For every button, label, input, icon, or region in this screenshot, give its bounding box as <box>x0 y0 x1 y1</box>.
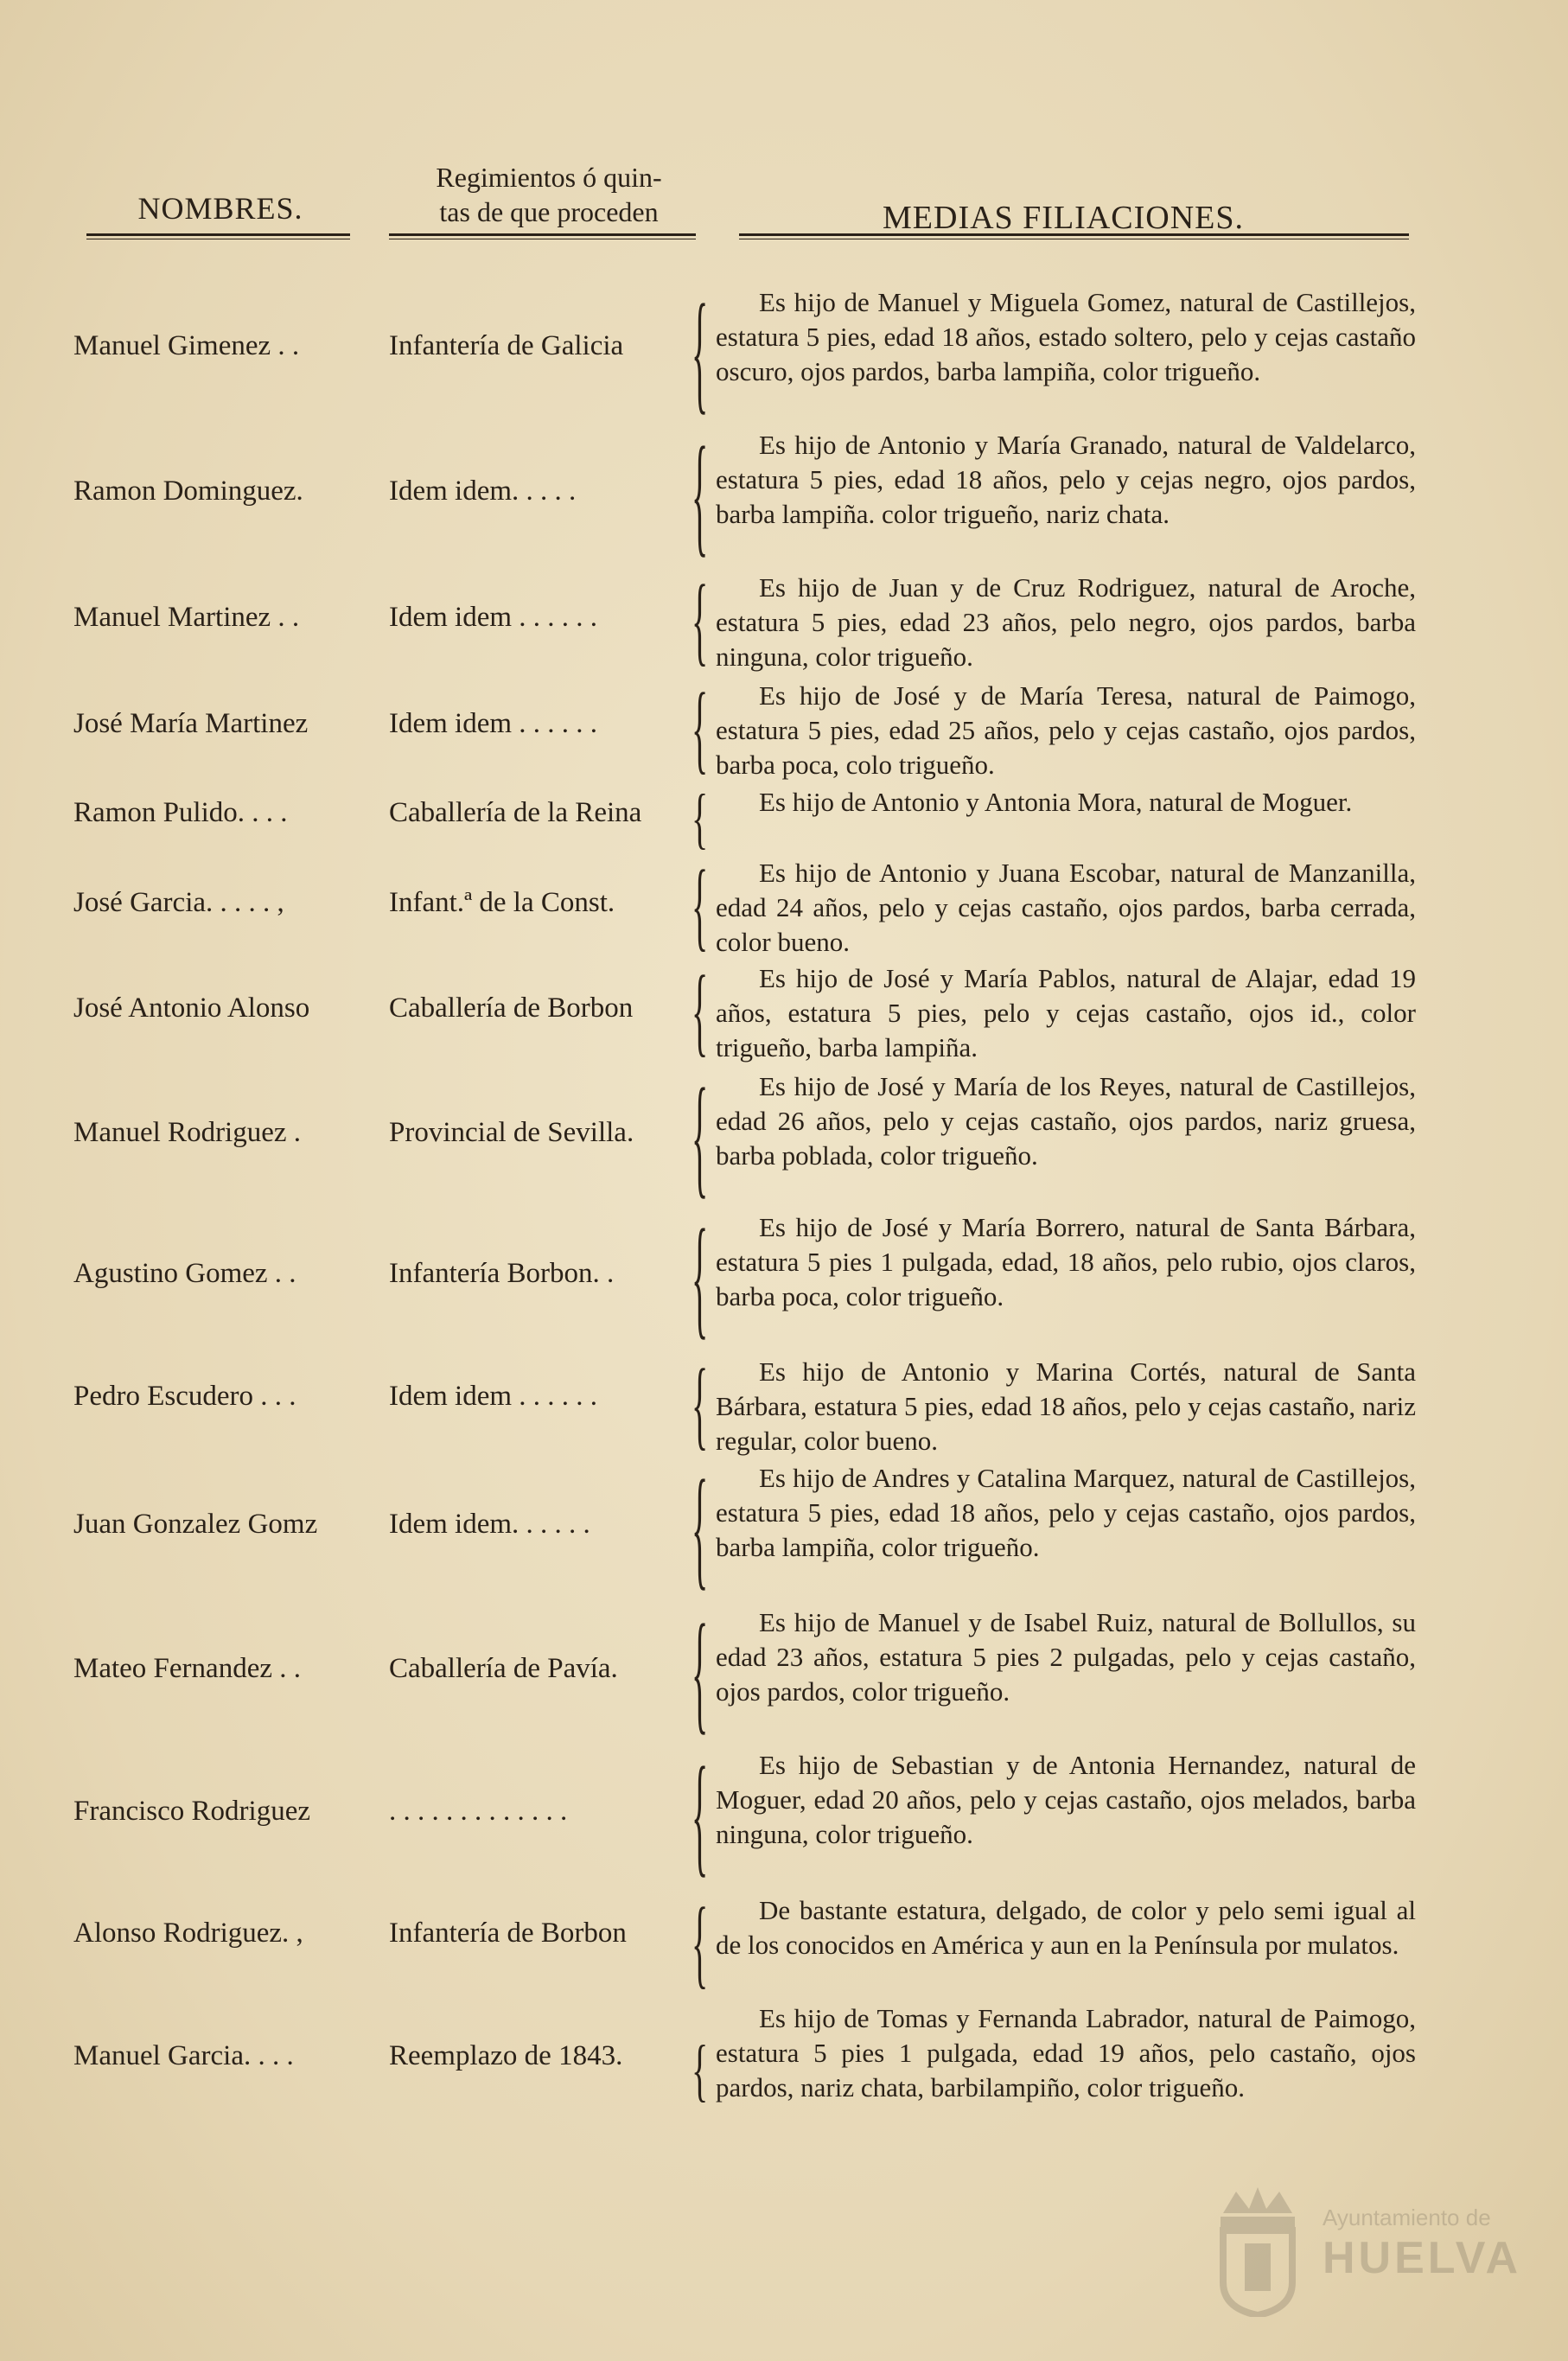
header-rule-regiments <box>389 233 696 239</box>
header-regiments-line1: Regimientos ó quin- <box>436 162 662 193</box>
entry-name: José Antonio Alonso <box>73 992 310 1024</box>
header-regiments <box>393 160 704 229</box>
entry-description: Es hijo de Antonio y María Granado, natural de Valdelarco, estatura 5 pies, edad 18 años, pelo y cejas negro, ojos pardos, barba lampiña. color trigueño, nariz chata. <box>716 430 1416 529</box>
entry-description: Es hijo de José y María Borrero, natural de Santa Bárbara, estatura 5 pies 1 pulgada, edad, 18 años, pelo rubio, ojos claros, barba poca, color trigueño. <box>716 1212 1416 1311</box>
header-rule-names <box>86 233 350 239</box>
entry-description: Es hijo de José y María Pablos, natural de Alajar, edad 19 años, estatura 5 pies, pelo y cejas castaño, ojos id., color trigueño, barba lampiña. <box>716 963 1416 1062</box>
brace-icon: { <box>692 1347 709 1460</box>
brace-icon: { <box>692 418 709 570</box>
entry-name: Mateo Fernandez . . <box>73 1653 301 1684</box>
brace-icon: { <box>692 671 709 784</box>
crown-shield-icon <box>1210 2187 1305 2317</box>
entry-description: Es hijo de Antonio y Marina Cortés, natural de Santa Bárbara, estatura 5 pies, edad 18 años, pelo y cejas castaño, nariz regular, color bueno. <box>716 1356 1416 1456</box>
entry-regiment: Infantería de Galicia <box>389 330 624 361</box>
entry-description: Es hijo de José y de María Teresa, natural de Paimogo, estatura 5 pies, edad 25 años, pelo y cejas castaño, ojos pardos, barba poca, colo trigueño. <box>716 680 1416 780</box>
header-filiations: MEDIAS FILIACIONES. <box>883 200 1244 236</box>
entry-description: Es hijo de José y María de los Reyes, natural de Castillejos, edad 26 años, pelo y cejas castaño, ojos pardos, nariz gruesa, barba poblada, color trigueño. <box>716 1071 1416 1171</box>
brace-icon: { <box>692 2031 709 2109</box>
entry-name: Manuel Rodriguez . <box>73 1117 302 1148</box>
entry-description: Es hijo de Tomas y Fernanda Labrador, natural de Paimogo, estatura 5 pies 1 pulgada, edad 19 años, pelo castaño, ojos pardos, nariz chata, barbilampiño, color trigueño. <box>716 2003 1416 2103</box>
entry-description: Es hijo de Antonio y Antonia Mora, natural de Moguer. <box>759 787 1353 817</box>
watermark-line2: HUELVA <box>1323 2233 1522 2283</box>
entry-regiment: Idem idem . . . . . . <box>389 1381 598 1412</box>
entry-regiment: Infantería de Borbon <box>389 1918 627 1949</box>
entry-name: José María Martinez <box>73 708 309 739</box>
brace-icon: { <box>692 1738 709 1890</box>
entry-description: De bastante estatura, delgado, de color y pelo semi igual al de los conocidos en América y aun en la Península por mulatos. <box>716 1895 1416 1960</box>
entry-regiment: Idem idem. . . . . . <box>389 1509 590 1540</box>
entry-regiment: Idem idem . . . . . . <box>389 708 598 739</box>
entry-name: Francisco Rodriguez <box>73 1796 311 1827</box>
watermark-line1: Ayuntamiento de <box>1323 2205 1491 2230</box>
entry-regiment: Idem idem. . . . . <box>389 475 577 507</box>
brace-icon: { <box>692 848 709 961</box>
brace-icon: { <box>692 563 709 676</box>
entry-regiment: Caballería de la Reina <box>389 797 642 828</box>
brace-icon: { <box>692 780 709 856</box>
brace-icon: { <box>692 1886 709 1999</box>
entry-name: Juan Gonzalez Gomz <box>73 1509 318 1540</box>
ayuntamiento-huelva-watermark <box>1210 2187 1521 2326</box>
brace-icon: { <box>692 1451 709 1603</box>
brace-icon: { <box>692 1059 709 1211</box>
entry-description: Es hijo de Sebastian y de Antonia Hernandez, natural de Moguer, edad 20 años, pelo y cejas castaño, ojos melados, barba ninguna, color trigueño. <box>716 1750 1416 1849</box>
entry-name: Agustino Gomez . . <box>73 1258 296 1289</box>
entry-description: Es hijo de Juan y de Cruz Rodriguez, natural de Aroche, estatura 5 pies, edad 23 años, pelo negro, ojos pardos, barba ninguna, color trigueño. <box>716 572 1416 672</box>
brace-icon: { <box>692 1595 709 1747</box>
entry-name: Pedro Escudero . . . <box>73 1381 296 1412</box>
brace-icon: { <box>692 275 709 427</box>
entry-regiment: Infantería Borbon. . <box>389 1258 615 1289</box>
header-names: NOMBRES. <box>137 191 303 226</box>
entry-regiment: Infant.ª de la Const. <box>389 887 615 918</box>
entry-name: Ramon Pulido. . . . <box>73 797 288 828</box>
entry-name: Ramon Dominguez. <box>73 475 303 507</box>
entry-regiment: Caballería de Borbon <box>389 992 634 1024</box>
entry-name: José Garcia. . . . . , <box>73 887 284 918</box>
entry-regiment: Reemplazo de 1843. <box>389 2040 623 2071</box>
entry-description: Es hijo de Antonio y Juana Escobar, natural de Manzanilla, edad 24 años, pelo y cejas castaño, ojos pardos, barba cerrada, color bueno. <box>716 858 1416 957</box>
entry-description: Es hijo de Andres y Catalina Marquez, natural de Castillejos, estatura 5 pies, edad 18 años, pelo y cejas castaño, ojos pardos, barba lampiña, color trigueño. <box>716 1463 1416 1562</box>
brace-icon: { <box>692 1200 709 1352</box>
entry-name: Alonso Rodriguez. , <box>73 1918 303 1949</box>
entry-name: Manuel Martinez . . <box>73 602 300 633</box>
entry-regiment: Idem idem . . . . . . <box>389 602 598 633</box>
entry-regiment: . . . . . . . . . . . . . <box>389 1796 568 1827</box>
entry-name: Manuel Gimenez . . <box>73 330 300 361</box>
entry-description: Es hijo de Manuel y Miguela Gomez, natural de Castillejos, estatura 5 pies, edad 18 años, estado soltero, pelo y cejas castaño oscuro, ojos pardos, barba lampiña, color trigueño. <box>716 287 1416 386</box>
header-rule-filiations <box>739 233 1409 239</box>
entry-regiment: Provincial de Sevilla. <box>389 1117 634 1148</box>
header-regiments-line2: tas de que proceden <box>439 196 659 227</box>
entry-name: Manuel Garcia. . . . <box>73 2040 294 2071</box>
entry-regiment: Caballería de Pavía. <box>389 1653 618 1684</box>
brace-icon: { <box>692 954 709 1067</box>
entry-description: Es hijo de Manuel y de Isabel Ruiz, natural de Bollullos, su edad 23 años, estatura 5 pies 2 pulgadas, pelo y cejas castaño, ojos pardos, color trigueño. <box>716 1607 1416 1707</box>
